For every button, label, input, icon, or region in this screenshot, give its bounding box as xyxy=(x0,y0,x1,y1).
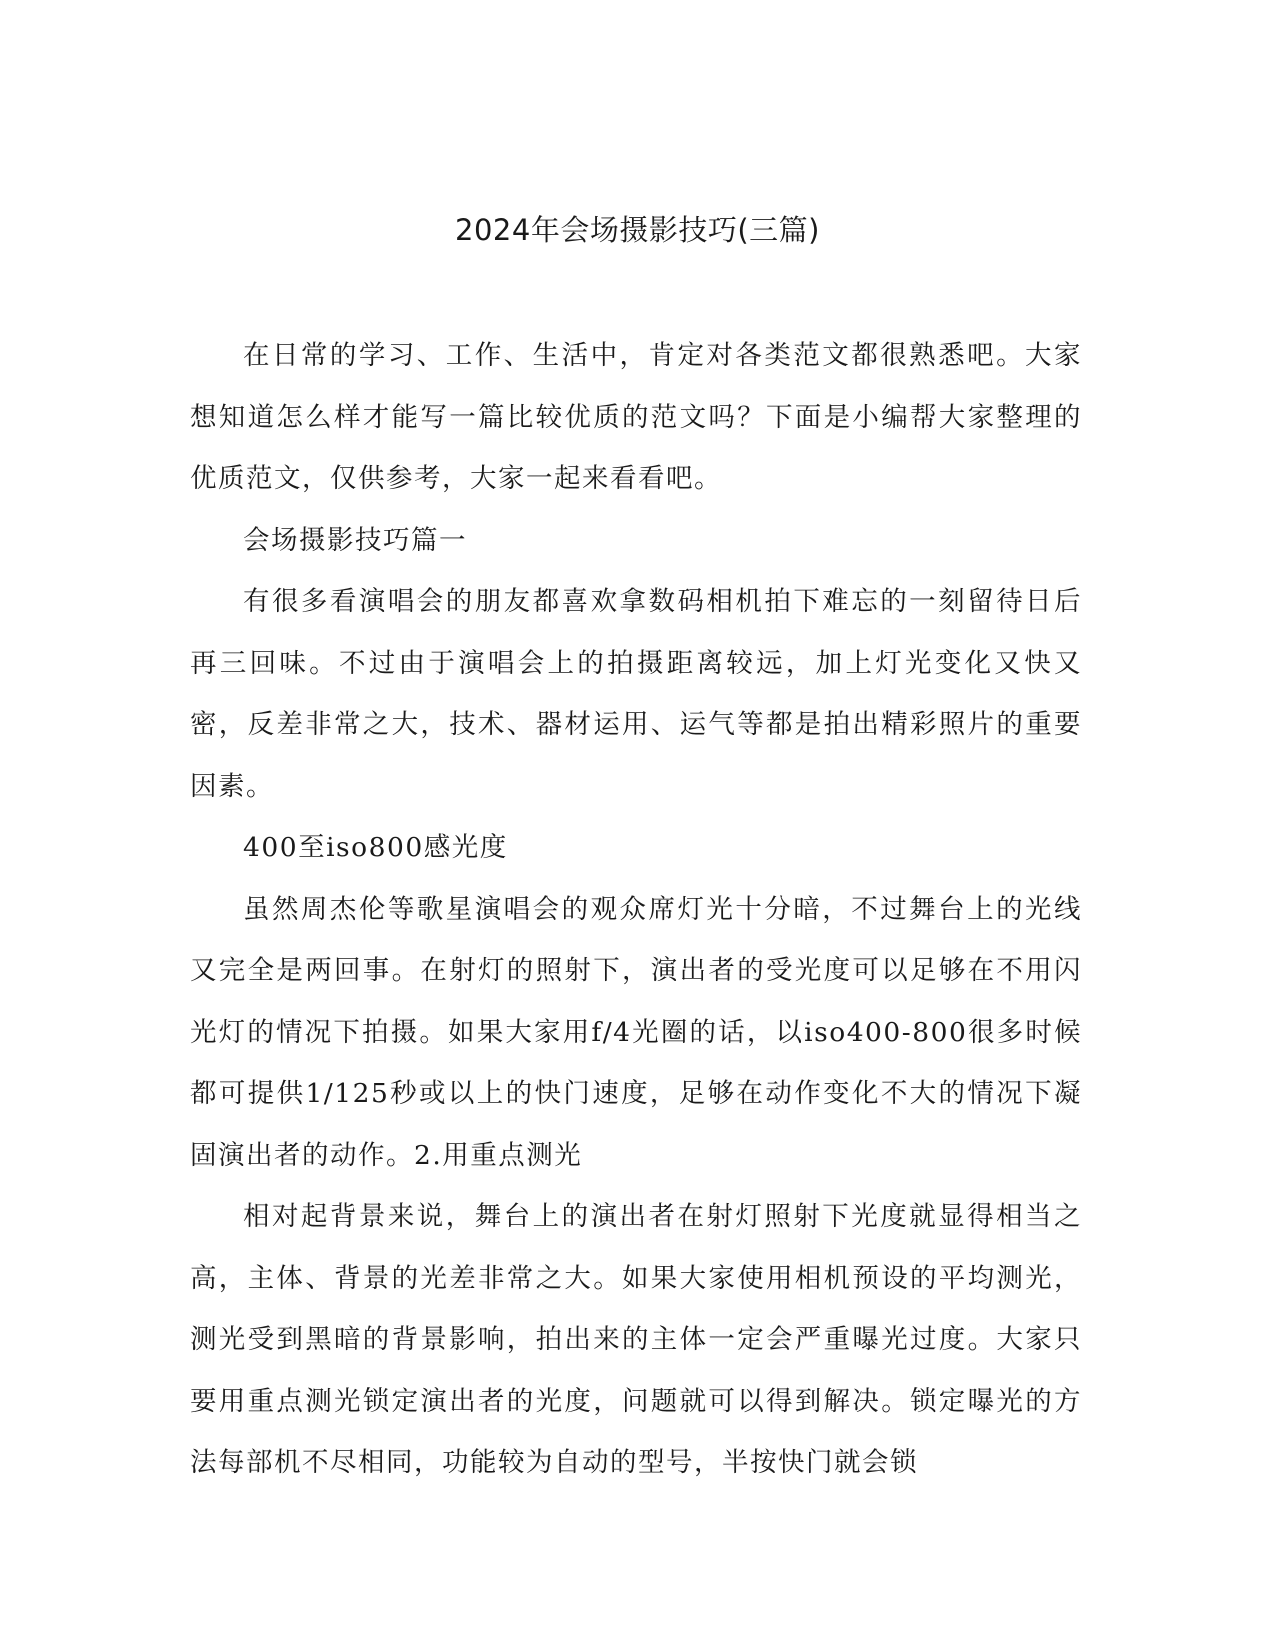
section-heading: 会场摄影技巧篇一 xyxy=(243,524,467,556)
body-paragraph: 虽然周杰伦等歌星演唱会的观众席灯光十分暗，不过舞台上的光线又完全是两回事。在射灯的照射下，演出者的受光度可以足够在不用闪光灯的情况下拍摄。如果大家用f/4光圈的话，以iso400-800很多时候都可提供1/125秒或以上的快门速度，足够在动作变化不大的情况下凝固演出者的动作。2.用重点测光 xyxy=(190,893,1082,1171)
document-title: 2024年会场摄影技巧(三篇) xyxy=(455,213,820,247)
body-paragraph: 有很多看演唱会的朋友都喜欢拿数码相机拍下难忘的一刻留待日后再三回味。不过由于演唱会上的拍摄距离较远，加上灯光变化又快又密，反差非常之大，技术、器材运用、运气等都是拍出精彩照片的重要因素。 xyxy=(190,586,1082,802)
intro-paragraph: 在日常的学习、工作、生活中，肯定对各类范文都很熟悉吧。大家想知道怎么样才能写一篇比较优质的范文吗？下面是小编帮大家整理的优质范文，仅供参考，大家一起来看看吧。 xyxy=(190,340,1082,494)
document-body xyxy=(190,325,1082,1494)
body-paragraph: 相对起背景来说，舞台上的演出者在射灯照射下光度就显得相当之高，主体、背景的光差非常之大。如果大家使用相机预设的平均测光，测光受到黑暗的背景影响，拍出来的主体一定会严重曝光过度。大家只要用重点测光锁定演出者的光度，问题就可以得到解决。锁定曝光的方法每部机不尽相同，功能较为自动的型号，半按快门就会锁 xyxy=(190,1201,1082,1478)
subsection-heading: 400至iso800感光度 xyxy=(243,832,508,863)
